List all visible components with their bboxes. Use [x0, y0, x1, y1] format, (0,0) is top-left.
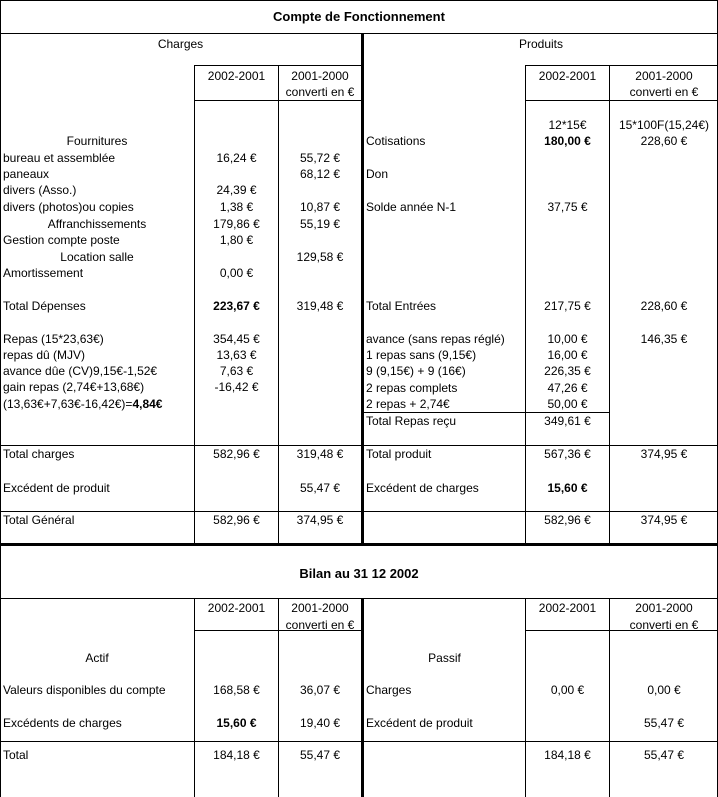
charges-row-value-a: 1,80 € [219, 233, 254, 247]
compte-title: Compte de Fonctionnement [273, 9, 445, 24]
charges-row-label: Location salle [60, 250, 134, 264]
charges-row-value-b: 10,87 € [299, 200, 341, 214]
produits-row-label: Solde année N-1 [366, 200, 457, 214]
produits-row-label: 2 repas complets [366, 381, 458, 395]
produits-row-label: Cotisations [366, 134, 426, 148]
passif-col-b-subheader: converti en € [629, 618, 699, 632]
charges-row-value-a: 179,86 € [213, 217, 260, 231]
charges-row-label: Gestion compte poste [3, 233, 120, 247]
produits-row-label: 9 (9,15€) + 9 (16€) [366, 364, 466, 378]
actif-row-value-a: 15,60 € [216, 716, 257, 730]
charges-row-label: Amortissement [3, 266, 84, 280]
charges-row-value-b: 55,19 € [299, 217, 341, 231]
total-depenses-label: Total Dépenses [3, 299, 86, 313]
actif-row-value-b: 36,07 € [299, 683, 341, 697]
produits-row-value-a: 16,00 € [547, 348, 588, 362]
total-repas-recu-value-a: 349,61 € [544, 414, 591, 428]
produits-header: Produits [518, 37, 564, 51]
actif-row-value-a: 168,58 € [213, 683, 260, 697]
charges-row-label: Affranchissements [47, 217, 147, 231]
produits-row-value-a: 37,75 € [547, 200, 588, 214]
cotisations-detail-a: 12*15€ [548, 118, 587, 132]
total-produit-value-b: 374,95 € [640, 447, 688, 461]
excedent-charges-value-a: 15,60 € [547, 481, 588, 495]
total-general-value-a: 582,96 € [213, 513, 260, 527]
actif-col-b-header: 2001-2000 [291, 601, 349, 615]
actif-row-label: Valeurs disponibles du compte [3, 683, 166, 697]
charges-row-label: paneaux [3, 167, 50, 181]
produits-row-value-a: 226,35 € [544, 364, 591, 378]
total-produit-value-a: 567,36 € [544, 447, 591, 461]
passif-row-value-a: 0,00 € [550, 683, 585, 697]
charges-row-value-a: 354,45 € [213, 332, 260, 346]
repas-balance-result: 4,84€ [132, 397, 163, 411]
excedent-produit-label: Excédent de produit [3, 481, 110, 495]
charges-row-label: avance dûe (CV)9,15€-1,52€ [3, 364, 158, 378]
actif-row-value-b: 19,40 € [299, 716, 341, 730]
repas-balance-formula-text: (13,63€+7,63€-16,42€)= [3, 397, 133, 411]
produits-row-value-a: 50,00 € [547, 397, 588, 411]
charges-row-value-a: 16,24 € [216, 151, 257, 165]
charges-row-label: gain repas (2,74€+13,68€) [3, 380, 145, 394]
charges-row-value-a: 7,63 € [219, 364, 254, 378]
charges-row-label: bureau et assemblée [3, 151, 116, 165]
excedent-charges-label: Excédent de charges [366, 481, 479, 495]
passif-header: Passif [428, 651, 461, 665]
total-charges-value-b: 319,48 € [296, 447, 344, 461]
total-entrees-label: Total Entrées [366, 299, 437, 313]
total-charges-label: Total charges [3, 447, 75, 461]
charges-row-value-a: 1,38 € [219, 200, 254, 214]
cotisations-value-b: 228,60 € [640, 134, 688, 148]
total-general-label: Total Général [3, 513, 75, 527]
passif-col-a-header: 2002-2001 [538, 601, 597, 615]
charges-row-label: divers (photos)ou copies [3, 200, 134, 214]
charges-row-label: Repas (15*23,63€) [3, 332, 104, 346]
charges-col-a-header: 2002-2001 [207, 69, 266, 83]
charges-row-value-b: 55,72 € [299, 151, 341, 165]
excedent-produit-value-b: 55,47 € [299, 481, 341, 495]
produits-total-general-value-a: 582,96 € [544, 513, 591, 527]
charges-row-value-a: 13,63 € [216, 348, 257, 362]
charges-row-value-a: 0,00 € [219, 266, 254, 280]
total-charges-value-a: 582,96 € [213, 447, 260, 461]
cotisations-value-a: 180,00 € [544, 134, 591, 148]
charges-row-fournitures: Fournitures [66, 134, 128, 148]
passif-total-value-a: 184,18 € [544, 748, 591, 762]
produits-row-label: 1 repas sans (9,15€) [366, 348, 477, 362]
actif-total-value-a: 184,18 € [213, 748, 260, 762]
bilan-title: Bilan au 31 12 2002 [299, 566, 419, 581]
repas-balance-formula [3, 397, 162, 411]
charges-row-value-b: 68,12 € [299, 167, 341, 181]
total-depenses-value-a: 223,67 € [213, 299, 260, 313]
actif-total-label: Total [3, 748, 29, 762]
produits-row-value-b: 146,35 € [640, 332, 688, 346]
passif-row-value-b: 55,47 € [643, 716, 685, 730]
cotisations-detail-b: 15*100F(15,24€) [618, 118, 710, 132]
produits-row-label: avance (sans repas réglé) [366, 332, 505, 346]
actif-col-b-subheader: converti en € [285, 618, 355, 632]
produits-row-label: 2 repas + 2,74€ [366, 397, 450, 411]
actif-total-value-b: 55,47 € [299, 748, 341, 762]
passif-row-label: Excédent de produit [366, 716, 473, 730]
total-produit-label: Total produit [366, 447, 432, 461]
actif-row-label: Excédents de charges [3, 716, 122, 730]
produits-col-a-header: 2002-2001 [538, 69, 597, 83]
produits-row-value-a: 47,26 € [547, 381, 588, 395]
charges-row-label: divers (Asso.) [3, 183, 77, 197]
passif-row-label: Charges [366, 683, 412, 697]
charges-row-value-b: 129,58 € [296, 250, 344, 264]
charges-col-b-header: 2001-2000 [291, 69, 349, 83]
passif-col-b-header: 2001-2000 [635, 601, 693, 615]
charges-col-b-subheader: converti en € [285, 85, 355, 99]
produits-row-value-a: 10,00 € [547, 332, 588, 346]
produits-total-general-value-b: 374,95 € [640, 513, 688, 527]
total-general-value-b: 374,95 € [296, 513, 344, 527]
total-entrees-value-b: 228,60 € [640, 299, 688, 313]
total-entrees-value-a: 217,75 € [544, 299, 591, 313]
produits-col-b-header: 2001-2000 [635, 69, 693, 83]
total-depenses-value-b: 319,48 € [296, 299, 344, 313]
charges-row-label: repas dû (MJV) [3, 348, 86, 362]
charges-row-value-a: -16,42 € [214, 380, 259, 394]
produits-col-b-subheader: converti en € [629, 85, 699, 99]
produits-row-label: Don [366, 167, 389, 181]
passif-row-value-b: 0,00 € [647, 683, 681, 697]
total-repas-recu-label: Total Repas reçu [366, 414, 457, 428]
passif-total-value-b: 55,47 € [643, 748, 685, 762]
charges-header: Charges [157, 37, 204, 51]
actif-header: Actif [85, 651, 109, 665]
charges-row-value-a: 24,39 € [216, 183, 257, 197]
actif-col-a-header: 2002-2001 [207, 601, 266, 615]
